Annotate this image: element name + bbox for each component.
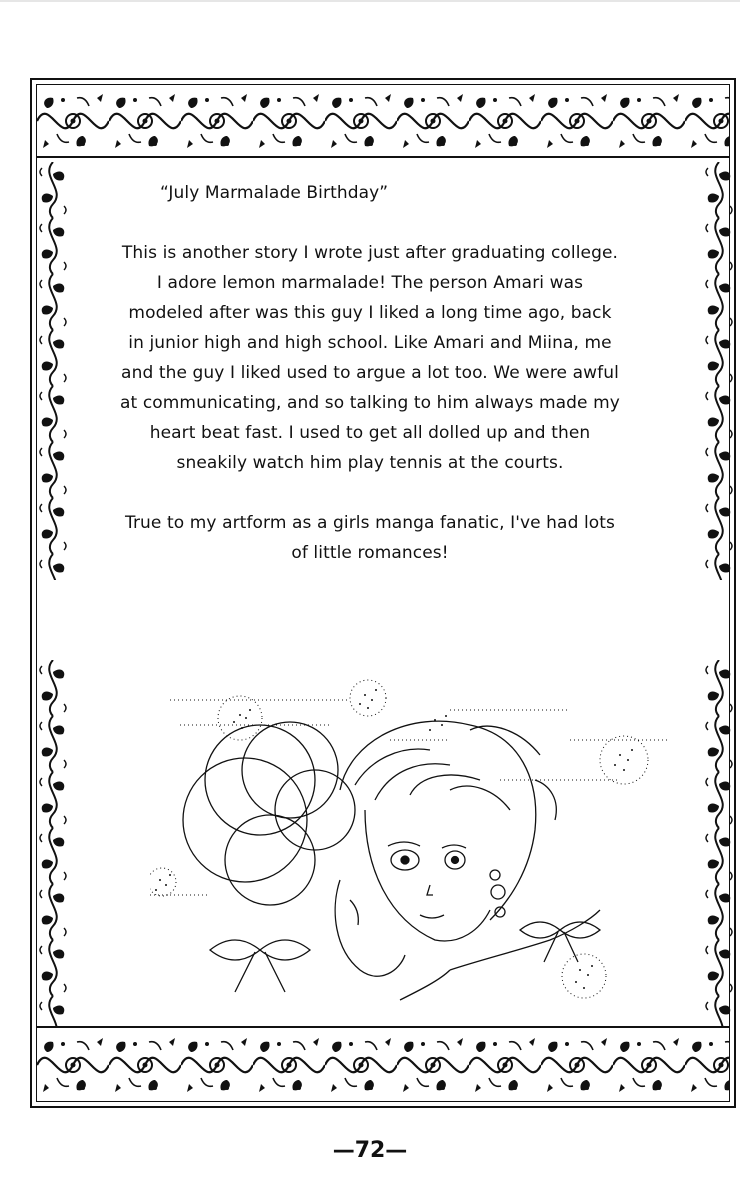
page-number: —72— (332, 1138, 408, 1163)
manga-girl-with-bubbles-icon (150, 670, 710, 1020)
top-vine-border (37, 86, 729, 156)
manga-girl-illustration (150, 670, 710, 1020)
bottom-vine-border (37, 1030, 729, 1100)
top-border-rule (37, 156, 729, 158)
left-vine-border-upper (36, 162, 70, 580)
note-paragraph-2: True to my artform as a girls manga fanatic, I've had lots of little romances! (124, 513, 616, 563)
left-vine-border-lower (36, 660, 70, 1026)
right-vine-border-upper (702, 162, 736, 580)
note-paragraph-1: This is another story I wrote just after graduating college. I adore lemon marmalade! The person Amari was modeled after was this guy I liked a long time ago, back in junior high and high school. Like Amari and Miina, me and the guy I liked used to argue a lot too. We were awful at communicating, and so talking to him always made my heart beat fast. I used to get all dolled up and then sneakily watch him play tennis at the courts. (120, 243, 620, 473)
page-edge (0, 0, 740, 2)
author-note (120, 178, 620, 598)
bottom-border-rule (37, 1026, 729, 1028)
story-title: “July Marmalade Birthday” (160, 183, 389, 203)
